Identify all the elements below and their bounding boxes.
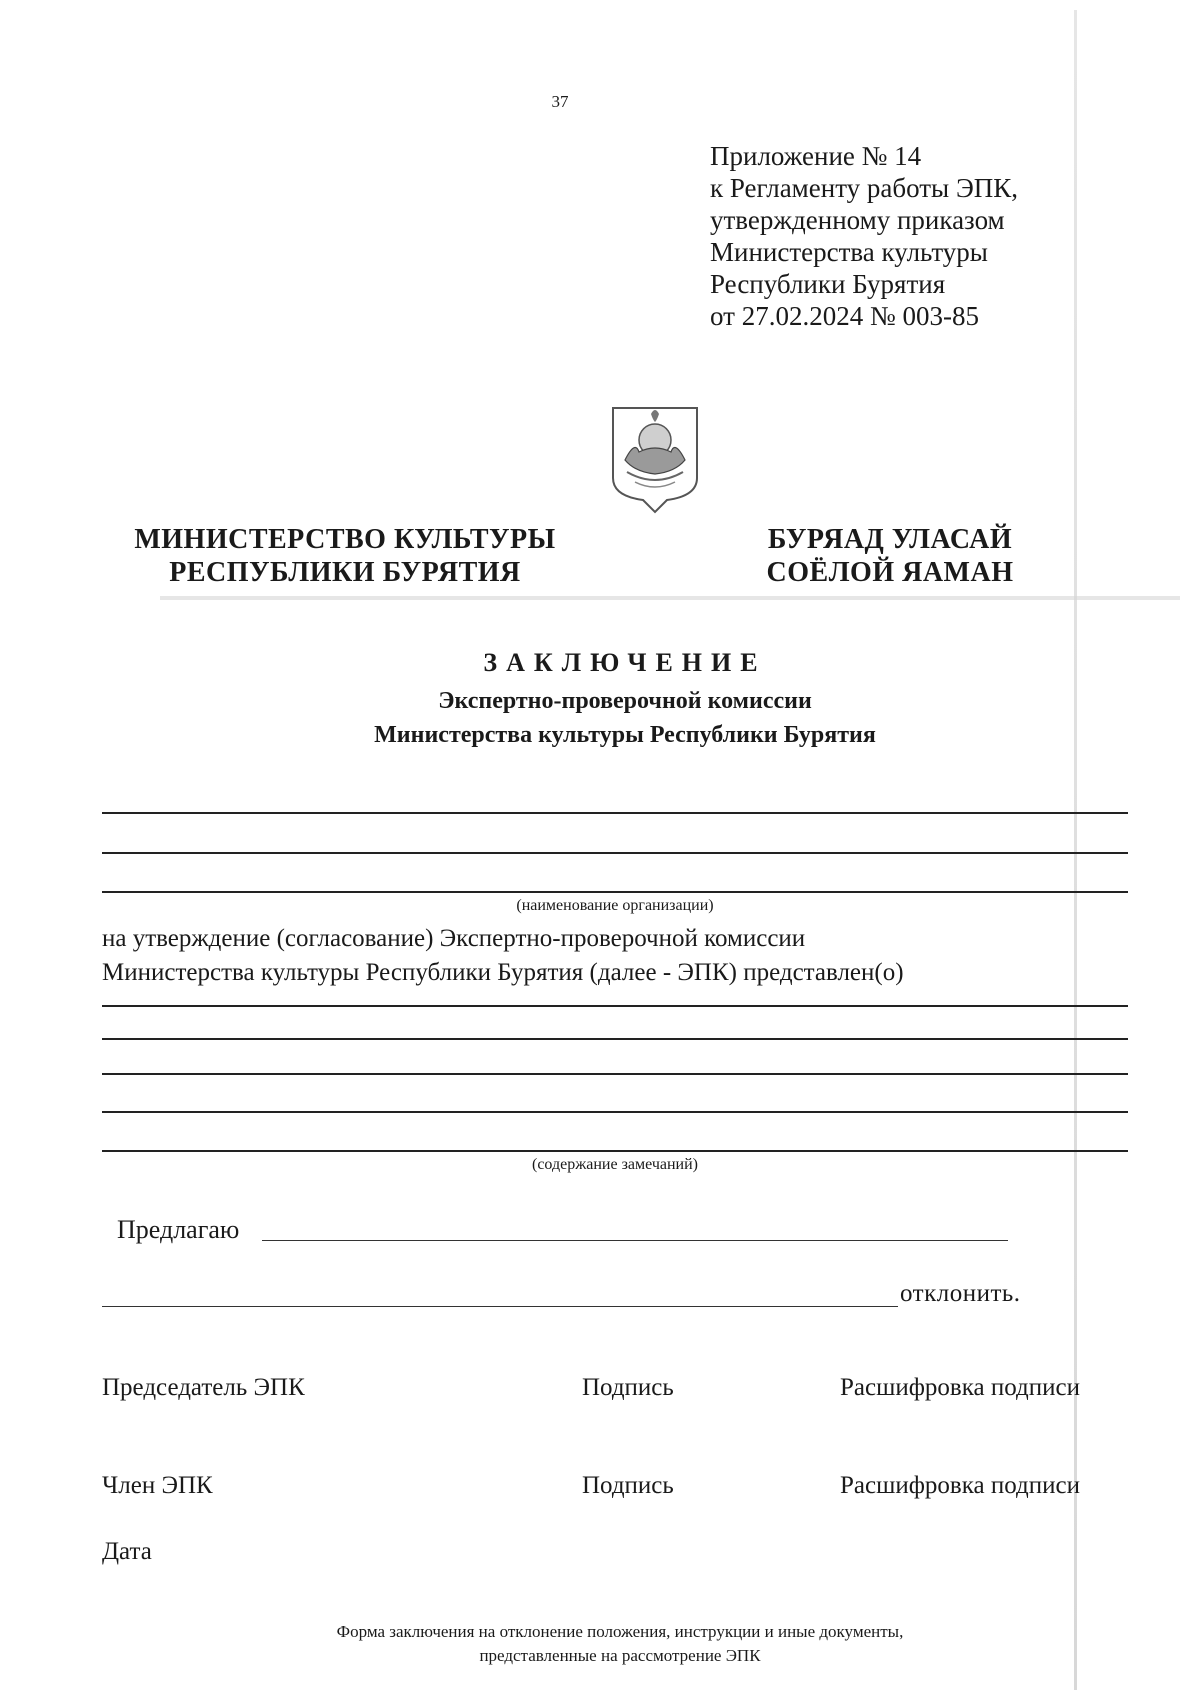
- appendix-block: [710, 140, 1018, 332]
- scan-smudge-artifact: [160, 596, 1180, 600]
- scan-edge-artifact: [1074, 10, 1077, 1690]
- chair-role: Председатель ЭПК: [102, 1374, 305, 1401]
- appendix-line: Республики Бурятия: [710, 269, 946, 299]
- appendix-line: Министерства культуры: [710, 237, 988, 267]
- body-text: [102, 922, 904, 990]
- date-label: Дата: [102, 1538, 152, 1565]
- remarks-fill-line[interactable]: [102, 1111, 1128, 1113]
- org-name-fill-line[interactable]: [102, 852, 1128, 854]
- member-signature-label: Подпись: [582, 1472, 674, 1499]
- document-title: ЗАКЛЮЧЕНИЕ: [483, 648, 767, 677]
- appendix-line: к Регламенту работы ЭПК,: [710, 173, 1019, 203]
- org-name-russian: [120, 523, 570, 589]
- reject-label: отклонить.: [900, 1280, 1021, 1307]
- remarks-fill-line[interactable]: [102, 1150, 1128, 1152]
- org-name-line: СОЁЛОЙ ЯАМАН: [766, 557, 1014, 588]
- caption-org-name: (наименование организации): [516, 897, 714, 914]
- document-subtitle: [0, 684, 1200, 752]
- org-name-line: БУРЯАД УЛАСАЙ: [767, 524, 1013, 555]
- member-signature-decode: Расшифровка подписи: [840, 1472, 1080, 1499]
- org-name-fill-line[interactable]: [102, 891, 1128, 893]
- member-role: Член ЭПК: [102, 1472, 213, 1499]
- footer-line: представленные на рассмотрение ЭПК: [479, 1646, 761, 1665]
- body-line: Министерства культуры Республики Бурятия (далее - ЭПК) представлен(о): [102, 959, 904, 986]
- org-name-fill-line[interactable]: [102, 812, 1128, 814]
- appendix-line: утвержденному приказом: [710, 205, 1005, 235]
- body-line: на утверждение (согласование) Экспертно-проверочной комиссии: [102, 925, 806, 952]
- footer-note: [0, 1620, 1200, 1668]
- footer-line: Форма заключения на отклонение положения, инструкции и иные документы,: [336, 1622, 904, 1641]
- remarks-fill-line[interactable]: [102, 1005, 1128, 1007]
- coat-of-arms-icon: [605, 400, 705, 515]
- remarks-fill-line[interactable]: [102, 1073, 1128, 1075]
- appendix-line: от 27.02.2024 № 003-85: [710, 301, 979, 331]
- proposal-fill-line[interactable]: [262, 1240, 1008, 1241]
- remarks-fill-line[interactable]: [102, 1038, 1128, 1040]
- chair-signature-decode: Расшифровка подписи: [840, 1374, 1080, 1401]
- org-name-line: МИНИСТЕРСТВО КУЛЬТУРЫ: [134, 524, 556, 555]
- subtitle-line: Экспертно-проверочной комиссии: [438, 688, 812, 714]
- propose-label: Предлагаю: [117, 1215, 240, 1244]
- chair-signature-label: Подпись: [582, 1374, 674, 1401]
- org-name-line: РЕСПУБЛИКИ БУРЯТИЯ: [169, 557, 521, 588]
- proposal-fill-line[interactable]: [102, 1306, 898, 1307]
- caption-remarks: (содержание замечаний): [531, 1156, 698, 1173]
- page-number: 37: [551, 92, 569, 111]
- subtitle-line: Министерства культуры Республики Бурятия: [374, 722, 876, 748]
- appendix-line: Приложение № 14: [710, 141, 922, 171]
- org-name-buryat: [720, 523, 1060, 589]
